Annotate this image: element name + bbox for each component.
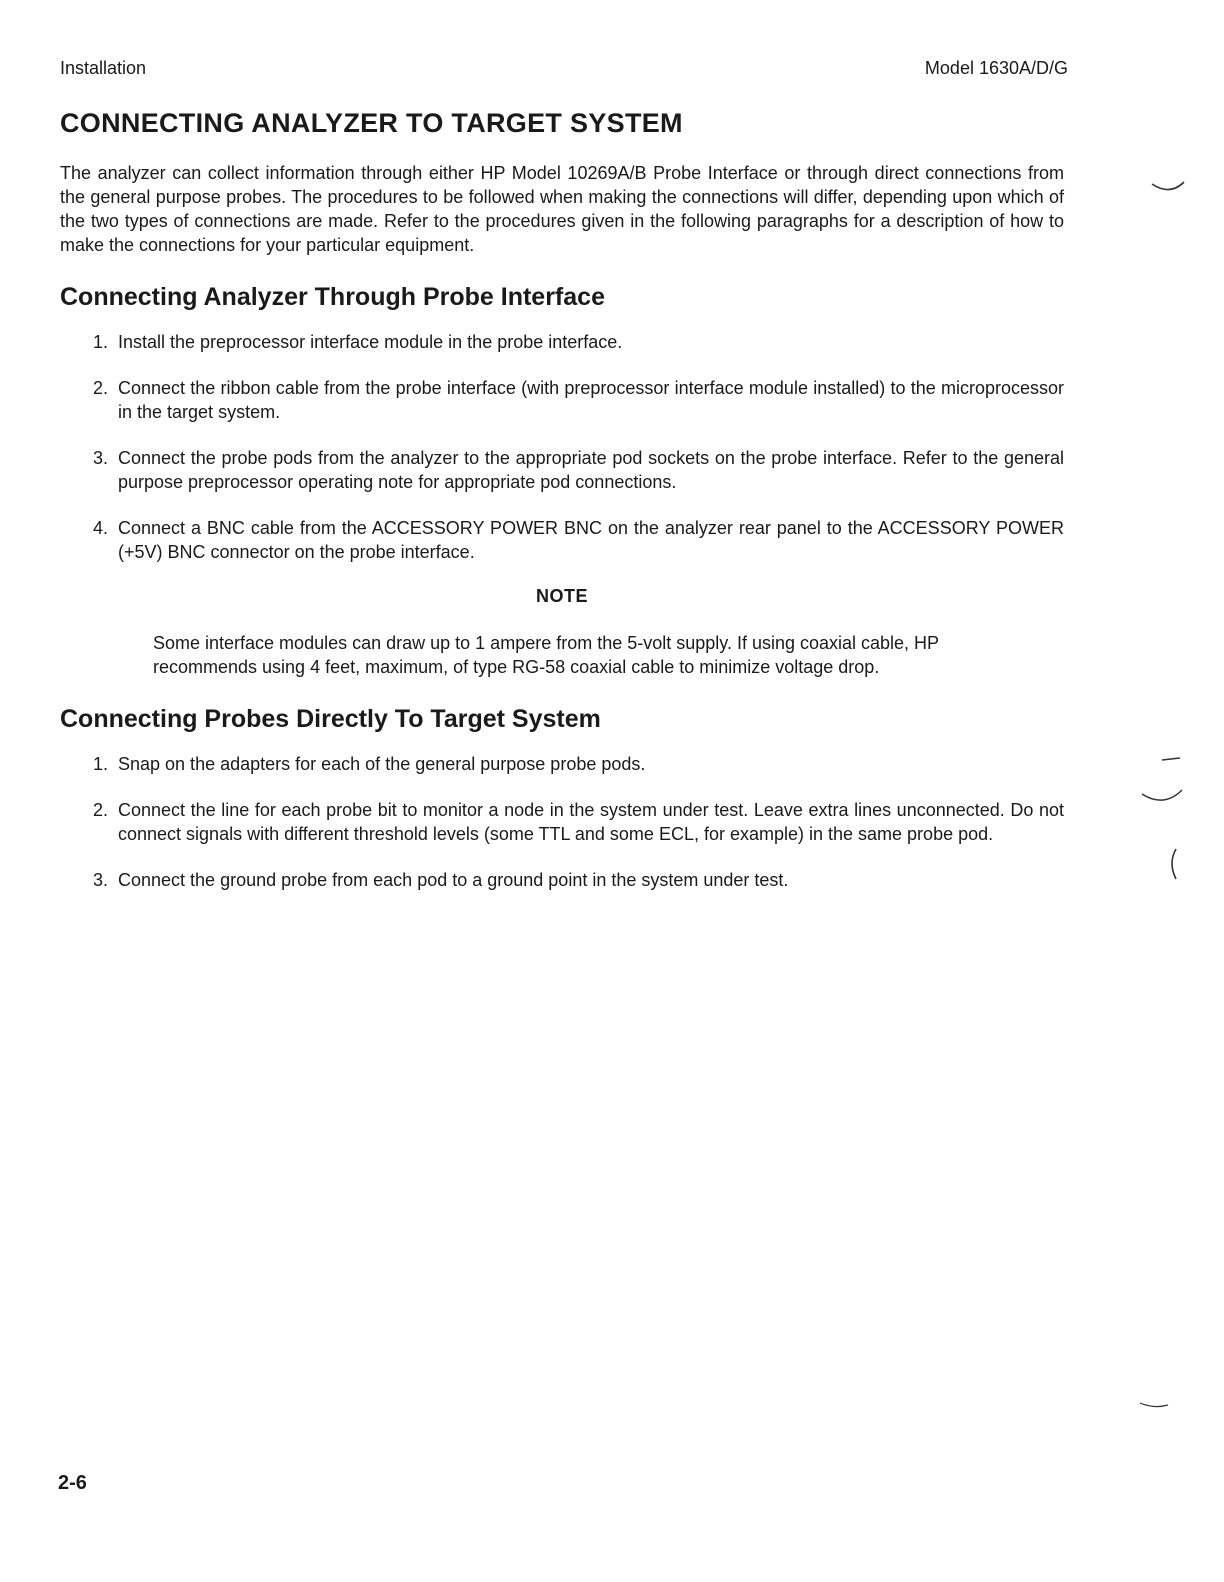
step-text: Connect the ground probe from each pod to a ground point in the system under test. [118, 870, 789, 890]
binding-mark-icon [1138, 780, 1188, 810]
step-text: Connect a BNC cable from the ACCESSORY POWER BNC on the analyzer rear panel to the ACCESSORY POWER (+5V) BNC connector on the probe interface. [118, 518, 1064, 562]
list-item [60, 798, 1064, 846]
list-item [60, 330, 1064, 354]
page-number: 2-6 [58, 1472, 87, 1494]
step-number: 2. [93, 378, 109, 398]
running-header-right: Model 1630A/D/G [924, 58, 1068, 78]
intro-paragraph: The analyzer can collect information through either HP Model 10269A/B Probe Interface or through direct connections from the general purpose probes. The procedures to be followed when making the connections will differ, depending upon which of the two types of connections are made. Refer to the procedures given in the following paragraphs for a description of how to make the connections for your particular equipment. [60, 163, 1064, 255]
section-heading-direct-probes: Connecting Probes Directly To Target System [60, 705, 601, 733]
list-item [60, 516, 1064, 564]
binding-mark-icon [1136, 1395, 1176, 1415]
page-content [60, 108, 1064, 914]
step-number: 1. [93, 332, 109, 352]
step-number: 1. [93, 754, 109, 774]
step-number: 3. [93, 448, 109, 468]
running-header-left: Installation [60, 58, 147, 78]
binding-mark-icon [1150, 170, 1190, 200]
direct-probe-steps [60, 752, 1064, 892]
binding-mark-icon [1164, 845, 1184, 885]
list-item [60, 446, 1064, 494]
step-text: Connect the probe pods from the analyzer to the appropriate pod sockets on the probe interface. Refer to the general purpose preprocessor operating note for appropriate pod connections. [118, 448, 1064, 492]
step-number: 2. [93, 800, 109, 820]
note-text: Some interface modules can draw up to 1 ampere from the 5-volt supply. If using coaxial cable, HP recommends using 4 feet, maximum, of type RG-58 coaxial cable to minimize voltage drop. [153, 633, 939, 677]
probe-interface-steps [60, 330, 1064, 564]
step-text: Connect the line for each probe bit to monitor a node in the system under test. Leave extra lines unconnected. Do not connect signals with different threshold levels (some TTL and some ECL, for example) in the same probe pod. [118, 800, 1064, 844]
step-number: 3. [93, 870, 109, 890]
section-heading-probe-interface: Connecting Analyzer Through Probe Interface [60, 283, 605, 311]
step-text: Connect the ribbon cable from the probe interface (with preprocessor interface module installed) to the microprocessor in the target system. [118, 378, 1064, 422]
page-title: CONNECTING ANALYZER TO TARGET SYSTEM [60, 108, 683, 138]
list-item [60, 376, 1064, 424]
note-title: NOTE [535, 586, 588, 606]
step-text: Install the preprocessor interface module in the probe interface. [118, 332, 623, 352]
list-item [60, 868, 1064, 892]
step-text: Snap on the adapters for each of the general purpose probe pods. [118, 754, 646, 774]
step-number: 4. [93, 518, 109, 538]
list-item [60, 752, 1064, 776]
binding-mark-icon [1150, 750, 1190, 770]
